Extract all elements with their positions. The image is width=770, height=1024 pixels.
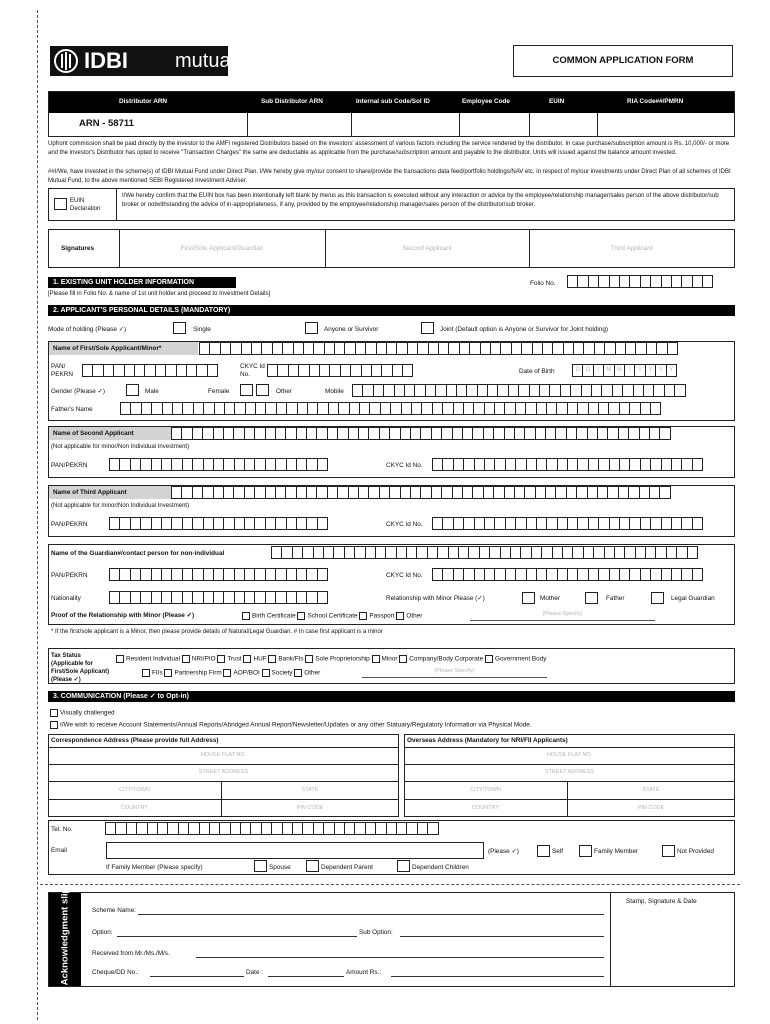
second-ckyc-boxes[interactable]: [433, 458, 703, 471]
tax-option: Partnership Firm: [174, 669, 222, 677]
first-name-label: Name of First/Sole Applicant/Minor*: [49, 342, 198, 355]
folio-boxes[interactable]: [568, 275, 713, 288]
corr-pin[interactable]: PIN CODE: [296, 805, 324, 811]
char-box[interactable]: Y: [655, 364, 666, 377]
corr-house[interactable]: HOUSE FLAT NO.: [200, 752, 247, 758]
tax-option: Bank/FIs: [278, 655, 304, 663]
joint-checkbox[interactable]: [421, 322, 434, 334]
tax-govt-checkbox[interactable]: [485, 655, 493, 663]
dep-parent-checkbox[interactable]: [306, 860, 319, 872]
sign-first-applicant[interactable]: First/Sole Applicant/Guardian: [180, 245, 264, 252]
ack-stamp: Stamp, Signature & Date: [626, 898, 697, 905]
ack-amount-line[interactable]: [391, 976, 604, 977]
sign-third-applicant[interactable]: Third Applicant: [610, 245, 653, 252]
tax-row2: [142, 669, 320, 678]
ack-scheme-label: Scheme Name:: [92, 907, 137, 914]
tax-option: NRI/PIO: [191, 655, 216, 663]
pan-label: PAN/ PEKRN: [51, 363, 74, 378]
char-box[interactable]: [659, 427, 670, 440]
char-box[interactable]: Y: [634, 364, 645, 377]
pan-boxes[interactable]: [83, 364, 218, 377]
tax-option: Minor: [381, 655, 398, 663]
tax-aop-checkbox[interactable]: [223, 669, 231, 677]
visually-label: Visually challenged: [60, 709, 115, 717]
proof-specify: (Please Specify): [542, 611, 583, 617]
female-checkbox[interactable]: [240, 384, 253, 396]
second-pan-label: PAN/PEKRN: [51, 462, 88, 469]
self-checkbox[interactable]: [537, 845, 550, 857]
tax-specify-line[interactable]: [362, 677, 547, 678]
tax-option: Government Body: [494, 655, 547, 663]
hdr-employee-code: Employee Code: [462, 98, 510, 105]
other-proof-checkbox[interactable]: [396, 612, 404, 620]
mobile-boxes[interactable]: [353, 384, 686, 397]
mobile-label: Mobile: [325, 388, 344, 395]
family-label: Family Member: [594, 848, 639, 855]
ack-option-line[interactable]: [117, 936, 357, 937]
tax-company-checkbox[interactable]: [399, 655, 407, 663]
tax-sole-checkbox[interactable]: [305, 655, 313, 663]
physical-mode-checkbox[interactable]: [50, 721, 58, 729]
char-box[interactable]: /: [624, 364, 635, 377]
passport-checkbox[interactable]: [359, 612, 367, 620]
joint-label: Joint (Default option is Anyone or Survivor for Joint holding): [440, 326, 609, 333]
second-name-boxes[interactable]: [172, 427, 671, 440]
hdr-sub-distributor-arn: Sub Distributor ARN: [261, 98, 323, 105]
ack-label: Acknowledgment slip: [59, 887, 71, 986]
tax-fii-checkbox[interactable]: [142, 669, 150, 677]
ack-date-line[interactable]: [268, 976, 344, 977]
char-box[interactable]: [702, 275, 713, 288]
folio-label: Folio No.: [530, 280, 556, 287]
single-checkbox[interactable]: [173, 322, 186, 334]
guardian-ckyc-boxes[interactable]: [433, 568, 703, 581]
char-box[interactable]: [317, 517, 328, 530]
ack-received-label: Received from Mr./Ms./M/s.: [92, 950, 170, 957]
father-label: Father's Name: [51, 406, 93, 413]
signatures-label: Signatures: [61, 245, 95, 252]
char-box[interactable]: Y: [666, 364, 677, 377]
female-label: Female: [208, 388, 230, 395]
proof-label: Proof of the Relationship with Minor (Please ✓): [51, 612, 195, 619]
ack-suboption-label: Sub Option:: [359, 929, 393, 936]
ckyc-label: CKYC Id No.: [240, 363, 265, 378]
physical-mode-row: [50, 721, 532, 730]
second-ckyc-label: CKYC Id No.: [386, 462, 423, 469]
euin-label: EUIN Declaration: [70, 198, 101, 212]
arn-value: ARN - 58711: [79, 118, 134, 129]
not-provided-checkbox[interactable]: [662, 845, 675, 857]
ack-received-line[interactable]: [196, 957, 604, 958]
father-opt-label: Father: [606, 595, 625, 602]
relationship-label: Relationship with Minor Please (✓): [386, 595, 485, 602]
char-box[interactable]: [317, 458, 328, 471]
euin-text: I/We hereby confirm that the EUIN box has been intentionally left blank by me/us as this transaction is executed without any interaction or advice by the employee/relationship manager/sales person of the above distributor/sub broker or notwithstanding the advice of in-appropriateness, if any, provided by the employee/relationship manager/sales person of the distributor/sub broker.: [122, 193, 719, 208]
tax-partnership-checkbox[interactable]: [164, 669, 172, 677]
ack-amount-label: Amount Rs.:: [346, 969, 382, 976]
section1-note: [Please fill in Folio No. & name of 1st unit holder and proceed to Investment Details]: [48, 291, 271, 297]
dep-children-label: Dependent Children: [412, 864, 469, 871]
guardian-name-label: Name of the Guardian#/contact person for non-individual: [51, 550, 225, 557]
hdr-euin: EUIN: [549, 98, 565, 105]
char-box[interactable]: [207, 364, 218, 377]
email-please: (Please ✓): [488, 848, 519, 855]
tax-label: Tax Status (Applicable for First/Sole Applicant) (Please ✓): [51, 653, 110, 683]
guardian-footnote: * If the first/sole applicant is a Minor, then please provide details of Natural/Legal Guardian. # In case first applicant is a minor: [51, 629, 383, 635]
tax-nri-checkbox[interactable]: [182, 655, 190, 663]
ria-consent-text: ##I/We, have invested in the scheme(s) of IDBI Mutual Fund under Direct Plan. I/We hereby give my/our consent to share/provide the transactions data feed/portfolio holdings/NAV etc. in respect of my/our investments under Direct Plan of all schemes of IDBI Mutual Fund, to the above mentioned SEBI Registered Investment Adviser.: [48, 169, 731, 184]
mother-label: Mother: [540, 595, 560, 602]
cut-line-vertical: [37, 10, 38, 1020]
char-box[interactable]: [659, 486, 670, 499]
acknowledgment-slip: [48, 892, 735, 987]
overseas-state[interactable]: STATE: [642, 787, 660, 793]
visually-checkbox[interactable]: [50, 709, 58, 717]
char-box[interactable]: [692, 458, 703, 471]
tax-minor-checkbox[interactable]: [372, 655, 380, 663]
char-box[interactable]: M: [614, 364, 625, 377]
other-gender-label: Other: [276, 388, 292, 395]
email-input[interactable]: [106, 842, 484, 859]
tax-option: FIIs: [152, 669, 163, 677]
ack-suboption-line[interactable]: [400, 936, 604, 937]
family-checkbox[interactable]: [579, 845, 592, 857]
ack-scheme-line[interactable]: [138, 914, 604, 915]
char-box[interactable]: [427, 822, 438, 835]
other-gender-checkbox[interactable]: [256, 384, 269, 396]
spouse-checkbox[interactable]: [254, 860, 267, 872]
nationality-label: Nationality: [51, 595, 81, 602]
signatures-row: [48, 229, 735, 268]
section2-title: 2. APPLICANT'S PERSONAL DETAILS (MANDATORY): [48, 305, 735, 316]
tax-specify: (Please Specify): [434, 668, 475, 674]
tax-trust-checkbox[interactable]: [217, 655, 225, 663]
logo-brand: IDBI: [84, 48, 128, 73]
tax-society-checkbox[interactable]: [262, 669, 270, 677]
father-boxes[interactable]: [121, 402, 661, 415]
distributor-table: [48, 91, 735, 137]
third-pan-boxes[interactable]: [110, 517, 328, 530]
char-box[interactable]: [692, 517, 703, 530]
overseas-pin[interactable]: PIN CODE: [637, 805, 665, 811]
corr-state[interactable]: STATE: [301, 787, 319, 793]
tax-option: Society: [271, 669, 293, 677]
guardian-ckyc-label: CKYC Id No.: [386, 572, 423, 579]
legal-guardian-label: Legal Guardian: [671, 595, 715, 602]
char-box[interactable]: /: [593, 364, 604, 377]
char-box[interactable]: M: [603, 364, 614, 377]
tax-resident-checkbox[interactable]: [116, 655, 124, 663]
first-name-boxes[interactable]: [200, 342, 678, 355]
other-proof-label: Other: [406, 612, 423, 620]
passport-label: Passport: [369, 612, 395, 620]
male-label: Male: [145, 388, 159, 395]
school-cert-checkbox[interactable]: [297, 612, 305, 620]
tel-boxes[interactable]: [106, 822, 439, 835]
dob-boxes[interactable]: [573, 364, 677, 377]
tax-bank-checkbox[interactable]: [268, 655, 276, 663]
ack-date-label: Date :: [246, 969, 264, 976]
char-box[interactable]: [687, 546, 698, 559]
tax-option: Resident Individual: [126, 655, 180, 663]
char-box[interactable]: [674, 384, 685, 397]
spouse-label: Spouse: [269, 864, 291, 871]
overseas-country[interactable]: COUNTRY: [471, 805, 500, 811]
dep-parent-label: Dependent Parent: [321, 864, 373, 871]
guardian-pan-boxes[interactable]: [110, 568, 328, 581]
char-box[interactable]: Y: [645, 364, 656, 377]
char-box[interactable]: [317, 568, 328, 581]
nationality-boxes[interactable]: [110, 591, 328, 604]
tax-option: AOP/BOI: [233, 669, 260, 677]
tax-option: Other: [304, 669, 321, 677]
section3-title: 3. COMMUNICATION (Please ✓ to Opt-in): [48, 691, 735, 702]
ckyc-boxes[interactable]: [268, 364, 413, 377]
third-ckyc-boxes[interactable]: [433, 517, 703, 530]
char-box[interactable]: [667, 342, 678, 355]
second-pan-boxes[interactable]: [110, 458, 328, 471]
guardian-name-boxes[interactable]: [272, 546, 698, 559]
not-provided-label: Not Provided: [677, 848, 714, 855]
char-box[interactable]: D: [572, 364, 583, 377]
third-note: (Not applicable for minor/Non Individual Investment): [51, 503, 190, 509]
single-label: Single: [193, 326, 211, 333]
birth-cert-checkbox[interactable]: [242, 612, 250, 620]
if-family-label: If Family Member (Please specify): [106, 864, 203, 871]
corr-city[interactable]: CITY/TOWN: [119, 787, 150, 793]
third-pan-label: PAN/PEKRN: [51, 521, 88, 528]
proof-options: [242, 612, 422, 621]
ack-cheque-label: Cheque/DD No.:: [92, 969, 139, 976]
anyone-label: Anyone or Survivor: [324, 326, 379, 333]
legal-guardian-checkbox[interactable]: [651, 592, 664, 604]
euin-checkbox[interactable]: [54, 198, 67, 210]
char-box[interactable]: [402, 364, 413, 377]
mode-label: Mode of holding (Please ✓): [48, 326, 127, 333]
char-box[interactable]: [692, 568, 703, 581]
tax-option: Sole Proprietorship: [315, 655, 370, 663]
corr-label: Correspondence Address (Please provide full Address): [51, 737, 219, 744]
commission-text: Upfront commission shall be paid directly by the investor to the AMFI registered Distributors based on the investors' assessment of various factors including the service rendered by the distributor. In case purchase/subscription amount is Rs. 10,000/- or more and the investor's Distributor has opted to receive "Transaction Charges" the same are deductable as applicable from the purchase/subscription amount and payable to the distributor. Units will issued against the balance amount invested.: [48, 141, 730, 156]
char-box[interactable]: D: [582, 364, 593, 377]
overseas-label: Overseas Address (Mandatory for NRI/FII Applicants): [407, 737, 568, 744]
email-label: Email: [51, 847, 67, 854]
school-cert-label: School Certificate: [307, 612, 358, 620]
overseas-house[interactable]: HOUSE FLAT NO.: [546, 752, 593, 758]
anyone-checkbox[interactable]: [305, 322, 318, 334]
visually-row: [50, 709, 115, 718]
char-box[interactable]: [317, 591, 328, 604]
tax-option: Company/Body Corporate: [409, 655, 484, 663]
hdr-ria-code: RIA Code##/PMRN: [627, 98, 684, 105]
cut-line-horizontal: [40, 884, 740, 885]
dob-label: Date of Birth: [519, 368, 555, 375]
tax-option: Trust: [227, 655, 242, 663]
mother-checkbox[interactable]: [522, 592, 535, 604]
tax-row1: [116, 655, 546, 664]
male-checkbox[interactable]: [126, 384, 139, 396]
tax-option: HUF: [253, 655, 267, 663]
logo: [50, 46, 236, 76]
char-box[interactable]: [650, 402, 661, 415]
logo-mutual: mutual: [175, 50, 236, 72]
tel-label: Tel. No.: [51, 826, 73, 833]
tax-huf-checkbox[interactable]: [243, 655, 251, 663]
hdr-internal-sub-code: Internal sub Code/Sol ID: [356, 98, 430, 105]
corr-country[interactable]: COUNTRY: [120, 805, 149, 811]
third-name-label: Name of Third Applicant: [49, 486, 171, 499]
physical-mode-label: I/We wish to receive Account Statements/Annual Reports/Abridged Annual Report/Newsletter/Updates or any other Statuary/Regulatory Information via Physical Mode.: [60, 721, 532, 729]
tax-other-checkbox[interactable]: [294, 669, 302, 677]
euin-declaration: [48, 188, 735, 221]
third-ckyc-label: CKYC Id No.: [386, 521, 423, 528]
gender-label: Gender (Please ✓): [51, 388, 106, 395]
guardian-pan-label: PAN/PEKRN: [51, 572, 88, 579]
birth-cert-label: Birth Certificate: [252, 612, 296, 620]
overseas-street[interactable]: STREET ADDRESS: [544, 769, 595, 775]
dep-children-checkbox[interactable]: [397, 860, 410, 872]
ack-cheque-line[interactable]: [150, 976, 244, 977]
third-name-boxes[interactable]: [172, 486, 671, 499]
tax-status-block: [48, 648, 735, 684]
second-note: (Not applicable for minor/Non Individual Investment): [51, 444, 190, 450]
father-checkbox[interactable]: [585, 592, 598, 604]
self-label: Self: [552, 848, 564, 855]
section1-title: 1. EXISTING UNIT HOLDER INFORMATION: [48, 277, 236, 288]
corr-street[interactable]: STREET ADDRESS: [198, 769, 249, 775]
hdr-distributor-arn: Distributor ARN: [119, 98, 168, 105]
ack-option-label: Option:: [92, 929, 113, 936]
form-title: COMMON APPLICATION FORM: [513, 45, 733, 77]
overseas-city[interactable]: CITY/TOWN: [470, 787, 501, 793]
proof-specify-line[interactable]: [470, 620, 655, 621]
second-name-label: Name of Second Applicant: [49, 427, 171, 440]
sign-second-applicant[interactable]: Second Applicant: [402, 245, 452, 252]
